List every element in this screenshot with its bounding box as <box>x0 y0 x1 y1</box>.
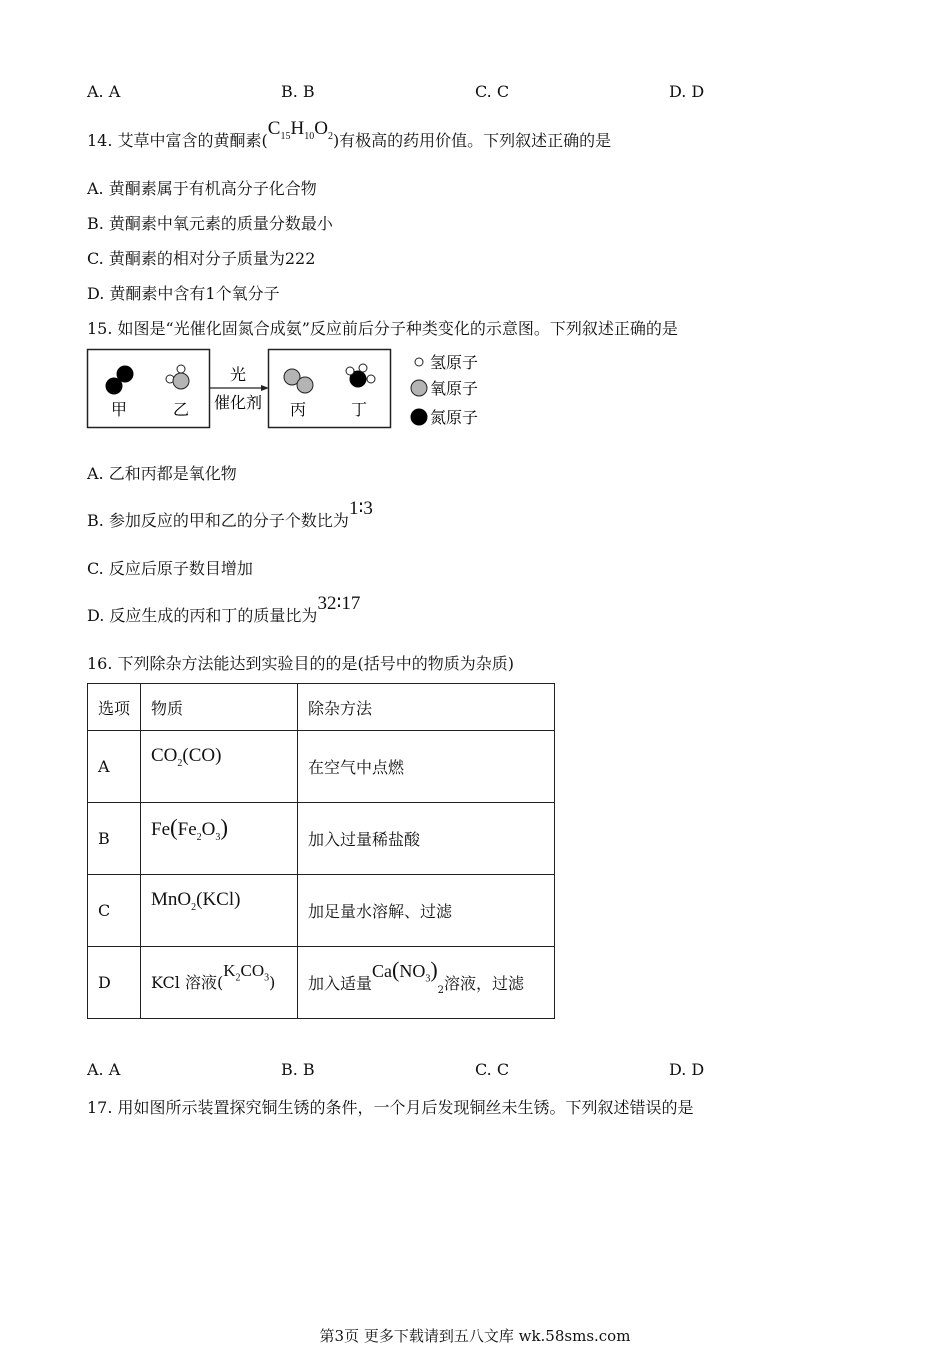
o-atom <box>173 373 189 389</box>
q15-option-c[interactable]: C. 反应后原子数目增加 <box>87 559 253 578</box>
h-atom <box>367 375 375 383</box>
table-header-row <box>88 684 555 731</box>
row-substance: MnO$_2$(KCl) <box>141 875 298 947</box>
legend-nitrogen-label: 氮原子 <box>430 408 479 427</box>
n-atom <box>106 378 123 395</box>
q14-option-b[interactable]: B. 黄酮素中氧元素的质量分数最小 <box>87 214 333 233</box>
header-method: 除杂方法 <box>298 684 555 731</box>
q14-suffix: )有极高的药用价值。下列叙述正确的是 <box>332 131 612 150</box>
q16-option-c[interactable]: C. C <box>475 1060 510 1079</box>
row-option: B <box>88 803 141 875</box>
header-substance: 物质 <box>141 684 298 731</box>
h-atom <box>346 367 354 375</box>
table-row <box>88 731 555 803</box>
q13-options <box>87 82 887 104</box>
q14-stem <box>87 118 612 154</box>
legend-hydrogen-label: 氢原子 <box>430 353 479 372</box>
q15-reaction-diagram <box>86 346 506 434</box>
reactant-box <box>88 350 210 428</box>
q14-option-a[interactable]: A. 黄酮素属于有机高分子化合物 <box>87 179 317 198</box>
table-row <box>88 803 555 875</box>
q15-ratio-d: 32∶17 <box>317 593 361 614</box>
h-atom <box>177 365 185 373</box>
label-bing: 丙 <box>289 400 307 419</box>
q15-option-a[interactable]: A. 乙和丙都是氧化物 <box>87 464 237 483</box>
q15-stem: 15. 如图是“光催化固氮合成氨”反应前后分子种类变化的示意图。下列叙述正确的是 <box>87 319 678 338</box>
q16-stem: 16. 下列除杂方法能达到实验目的的是(括号中的物质为杂质) <box>87 654 515 673</box>
header-option: 选项 <box>88 684 141 731</box>
q16-option-b[interactable]: B. B <box>281 1060 315 1079</box>
q16-option-a[interactable]: A. A <box>87 1060 121 1079</box>
row-option: A <box>88 731 141 803</box>
q13-option-a[interactable]: A. A <box>87 82 121 101</box>
legend-oxygen-label: 氧原子 <box>430 379 479 398</box>
row-substance: KCl 溶液$(K_2CO_3)$ <box>141 947 298 1019</box>
row-option: C <box>88 875 141 947</box>
table-row <box>88 875 555 947</box>
label-ding: 丁 <box>350 400 368 419</box>
q14-prefix: 14. 艾草中富含的黄酮素( <box>87 131 268 150</box>
q16-option-d[interactable]: D. D <box>669 1060 705 1079</box>
q14-formula: $C_{15}H_{10}O_2$ <box>267 118 333 142</box>
legend-nitrogen-icon <box>411 409 428 426</box>
q14-option-d[interactable]: D. 黄酮素中含有1个氧分子 <box>87 284 280 303</box>
legend-oxygen-icon <box>411 380 427 396</box>
row-method: 加足量水溶解、过滤 <box>298 875 555 947</box>
row-substance: $Fe(Fe_2O_3)$ <box>141 803 298 875</box>
q15-option-b[interactable]: B. 参加反应的甲和乙的分子个数比为1∶3 <box>87 498 373 530</box>
row-method: 加入过量稀盐酸 <box>298 803 555 875</box>
q13-option-c[interactable]: C. C <box>475 82 510 101</box>
q13-option-d[interactable]: D. D <box>669 82 705 101</box>
product-box <box>269 350 391 428</box>
label-yi: 乙 <box>172 400 190 419</box>
label-jia: 甲 <box>110 400 128 419</box>
q15-option-d[interactable]: D. 反应生成的丙和丁的质量比为32∶17 <box>87 593 361 625</box>
q17-stem: 17. 用如图所示装置探究铜生锈的条件，一个月后发现铜丝未生锈。下列叙述错误的是 <box>87 1098 694 1117</box>
row-substance: $CO_2(CO)$ <box>141 731 298 803</box>
row-option: D <box>88 947 141 1019</box>
o-atom <box>297 377 313 393</box>
q14-option-c[interactable]: C. 黄酮素的相对分子质量为222 <box>87 249 316 268</box>
h-atom <box>359 364 367 372</box>
q16-table <box>87 683 555 1019</box>
arrow-bottom-label: 催化剂 <box>213 393 263 412</box>
row-method: 加入适量$Ca(NO_3)_2$溶液，过滤 <box>298 947 555 1019</box>
q16-options <box>87 1060 887 1082</box>
page-footer: 第3页 更多下载请到五八文库 wk.58sms.com <box>319 1327 631 1345</box>
legend-hydrogen-icon <box>415 358 423 366</box>
row-method: 在空气中点燃 <box>298 731 555 803</box>
arrow-top-label: 光 <box>229 365 247 384</box>
q15-ratio-b: 1∶3 <box>348 498 373 519</box>
table-row <box>88 947 555 1019</box>
q13-option-b[interactable]: B. B <box>281 82 315 101</box>
